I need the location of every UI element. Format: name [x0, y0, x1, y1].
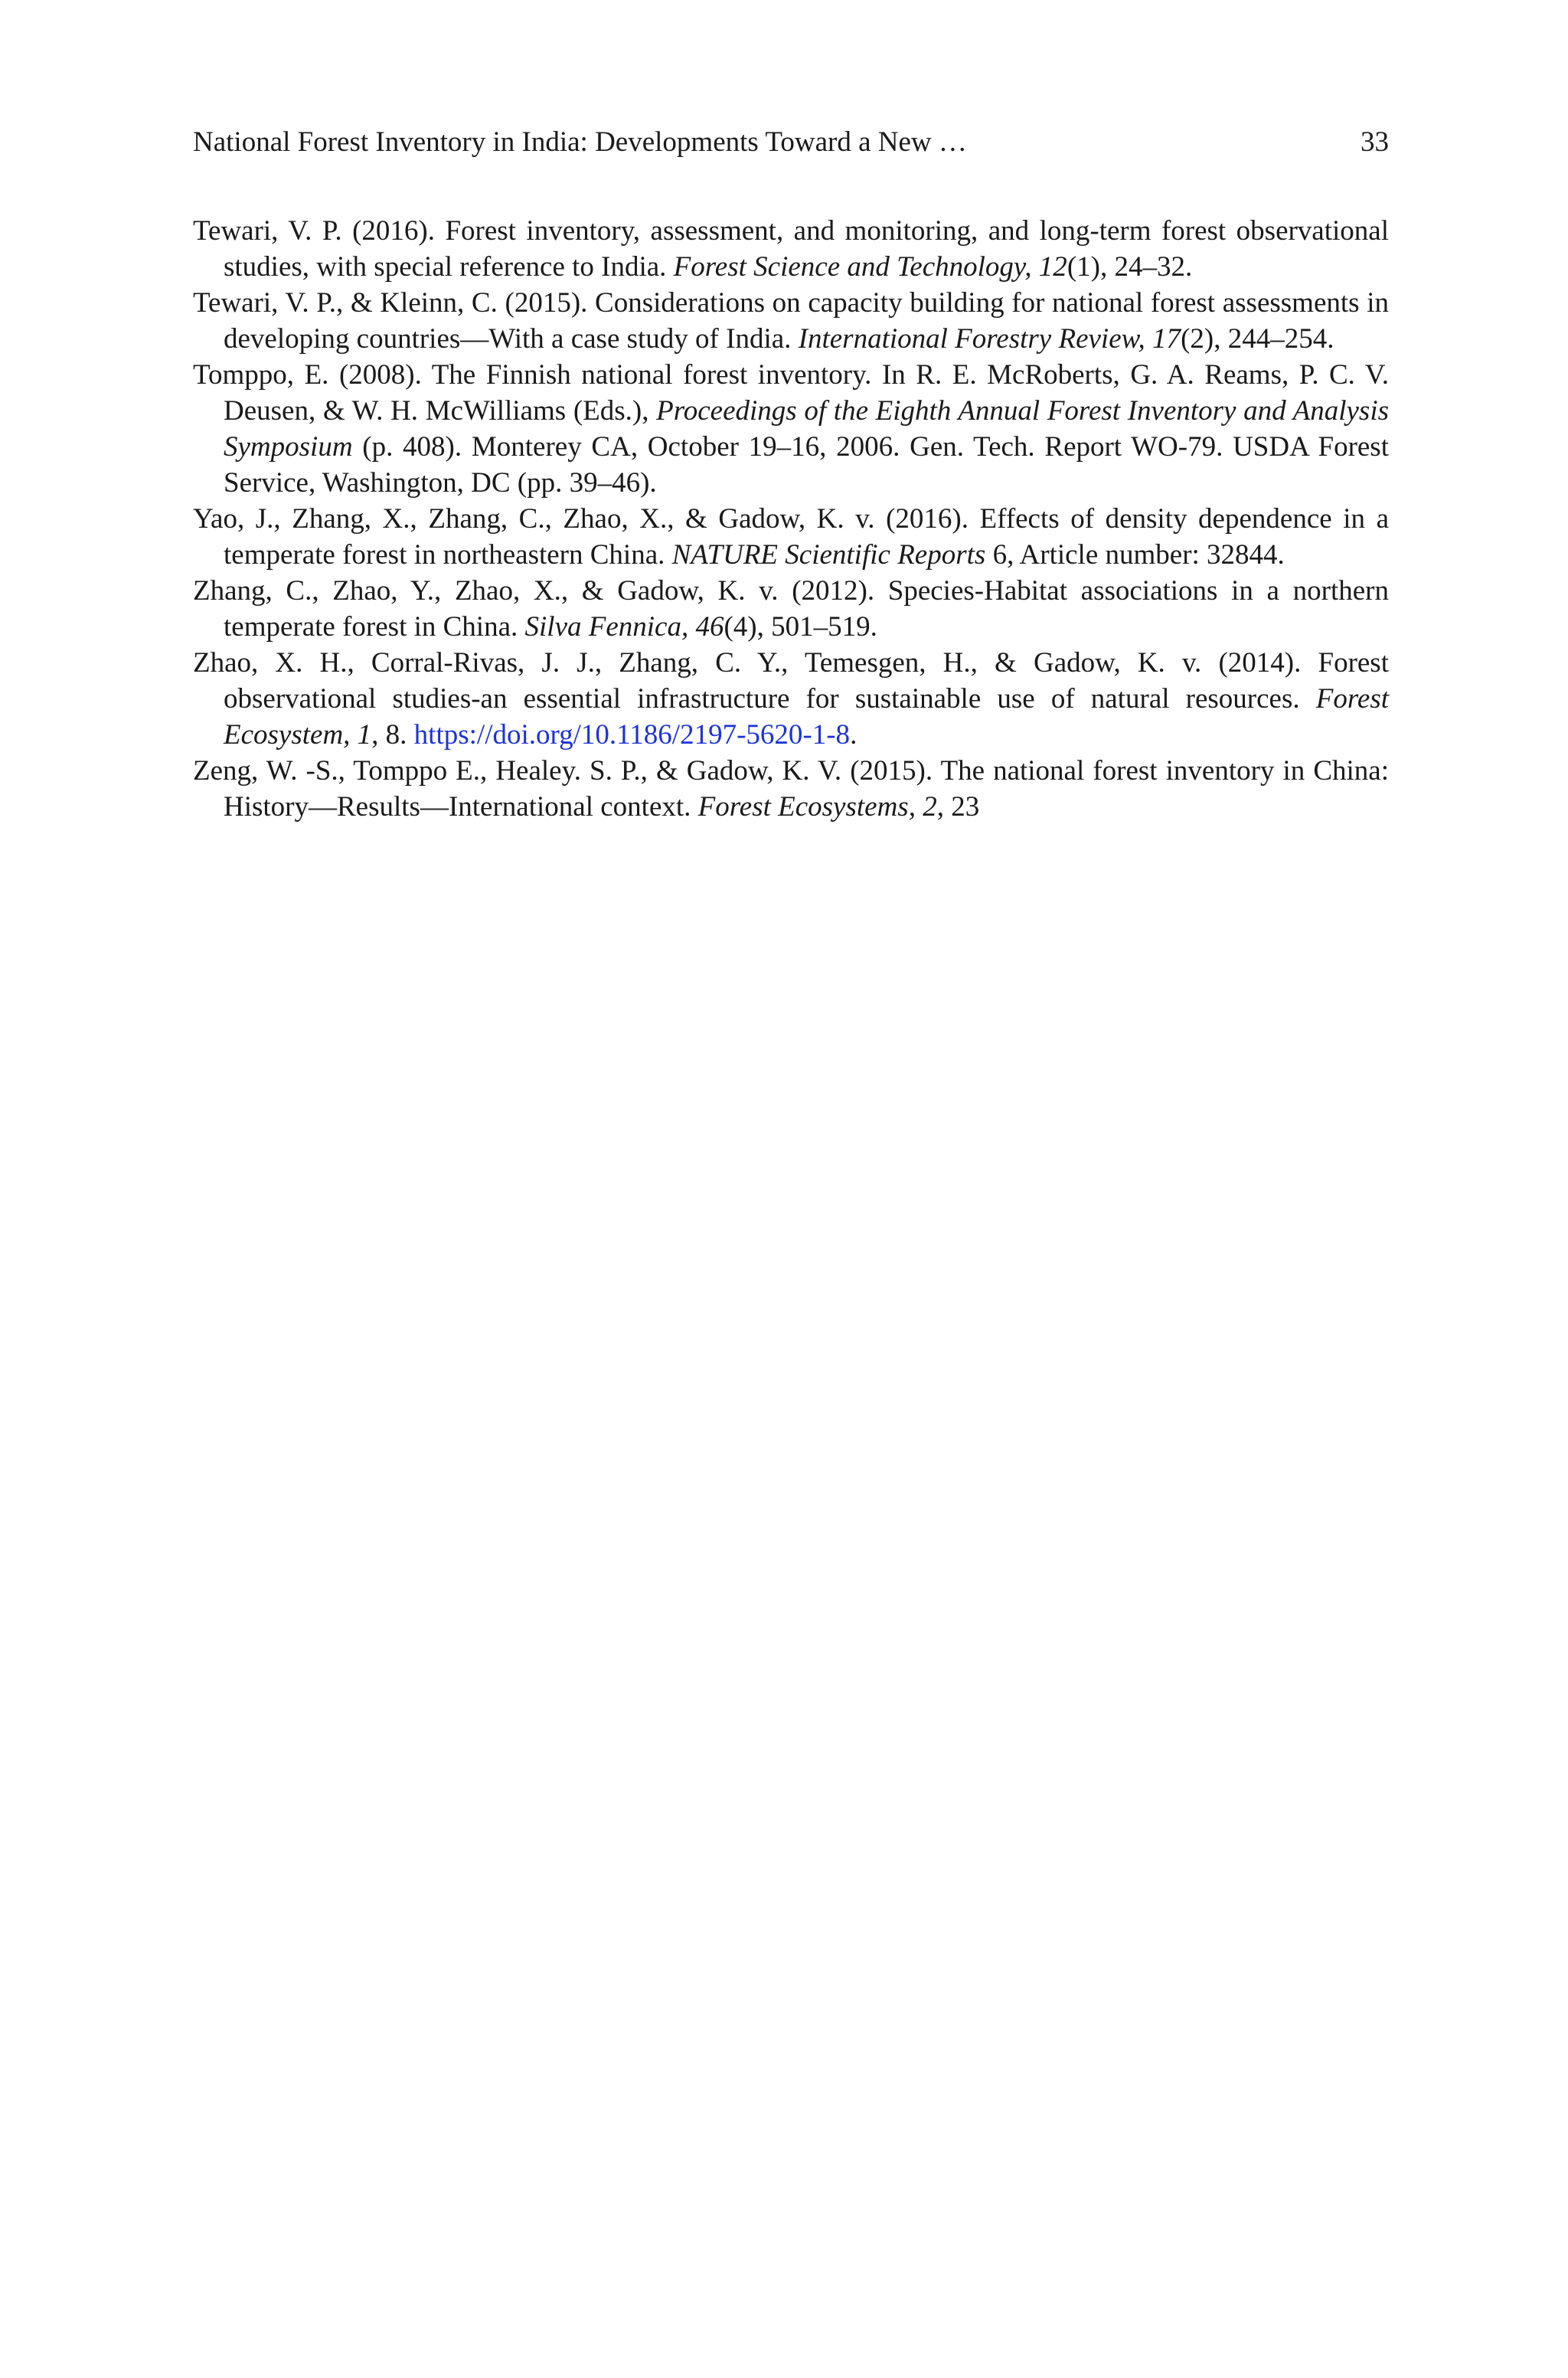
reference-text: Tewari, V. P. (2016). Forest inventory, assessment, and monitoring, and long-term forest observational studies, with special reference to India.: [193, 215, 1389, 283]
page-number: 33: [1361, 126, 1389, 158]
reference-pages: (p. 408). Monterey CA, October 19–16, 2006. Gen. Tech. Report WO-79. USDA Forest Service, Washington, DC (pp. 39–46).: [224, 431, 1389, 499]
reference-list: [193, 213, 1389, 825]
reference-text: Zhang, C., Zhao, Y., Zhao, X., & Gadow, K. v. (2012). Species-Habitat associations in a northern temperate forest in China.: [193, 575, 1389, 643]
reference-pages: (2), 244–254.: [1181, 323, 1334, 355]
reference-source: Proceedings of the Eighth Annual Forest Inventory and Analysis Symposium: [224, 395, 1389, 463]
running-title: National Forest Inventory in India: Developments Toward a New …: [193, 126, 967, 158]
running-head: [193, 126, 1389, 159]
reference-tail: .: [850, 719, 858, 751]
reference-text: Tomppo, E. (2008). The Finnish national forest inventory. In R. E. McRoberts, G. A. Reams, P. C. V. Deusen, & W. H. McWilliams (Eds.),: [193, 359, 1389, 427]
reference-item: [193, 357, 1389, 501]
reference-text: Zeng, W. -S., Tomppo E., Healey. S. P., & Gadow, K. V. (2015). The national forest inventory in China: History—Results—International context.: [193, 755, 1389, 823]
reference-pages: 6, Article number: 32844.: [985, 539, 1285, 571]
reference-text: Tewari, V. P., & Kleinn, C. (2015). Considerations on capacity building for national forest assessments in developing countries—With a case study of India.: [193, 287, 1389, 355]
reference-text: Yao, J., Zhang, X., Zhang, C., Zhao, X., & Gadow, K. v. (2016). Effects of density dependence in a temperate forest in northeastern China.: [193, 503, 1389, 571]
reference-source: International Forestry Review, 17: [798, 323, 1181, 355]
reference-source: Silva Fennica, 46: [524, 611, 724, 643]
reference-pages: (1), 24–32.: [1067, 251, 1193, 283]
reference-item: [193, 213, 1389, 285]
doi-link[interactable]: https://doi.org/10.1186/2197-5620-1-8: [413, 719, 851, 751]
reference-text: Zhao, X. H., Corral-Rivas, J. J., Zhang, C. Y., Temesgen, H., & Gadow, K. v. (2014). Forest observational studies-an essential infrastructure for sustainable use of natural resources.: [193, 647, 1389, 715]
reference-item: [193, 285, 1389, 357]
reference-item: [193, 753, 1389, 825]
reference-source: Forest Ecosystems, 2: [697, 791, 937, 823]
reference-pages: , 8.: [371, 719, 414, 751]
reference-pages: (4), 501–519.: [724, 611, 877, 643]
reference-source: Forest Ecosystem, 1: [224, 683, 1389, 751]
reference-item: [193, 501, 1389, 573]
reference-source: Forest Science and Technology, 12: [673, 251, 1067, 283]
reference-item: [193, 645, 1389, 753]
reference-source: NATURE Scientific Reports: [671, 539, 986, 571]
reference-pages: , 23: [936, 791, 980, 823]
reference-item: [193, 573, 1389, 645]
